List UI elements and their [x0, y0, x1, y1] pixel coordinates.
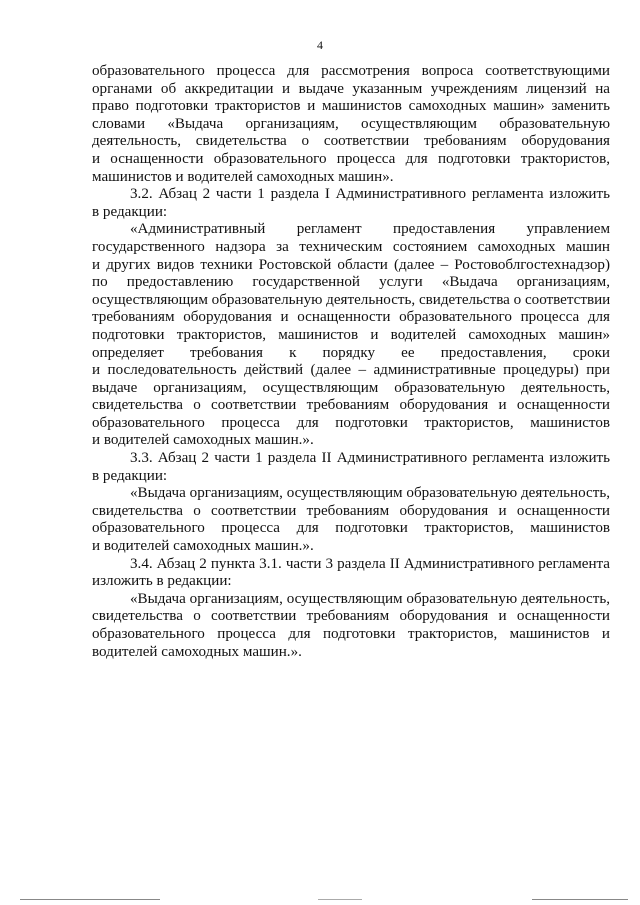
- text-line: подготовки трактористов, машинистов и водителей самоходных машин»: [92, 326, 610, 343]
- text-line: машинистов и водителей самоходных машин».: [92, 168, 394, 185]
- text-line: 3.4. Абзац 2 пункта 3.1. части 3 раздела II Административного регламента: [130, 555, 610, 572]
- text-line: водителей самоходных машин.».: [92, 643, 302, 660]
- paragraph-item-3-4: [92, 556, 610, 591]
- text-line: и других видов техники Ростовской области (далее – Ростовоблгостехнадзор): [92, 256, 610, 273]
- text-line: определяет требования к порядку ее предоставления, сроки: [92, 344, 610, 361]
- footer-divider-right: [532, 899, 628, 900]
- text-line: образовательного процесса для подготовки трактористов, машинистов: [92, 414, 610, 431]
- text-line: 3.2. Абзац 2 части 1 раздела I Административного регламента изложить: [130, 186, 610, 203]
- text-line: осуществляющим образовательную деятельность, свидетельства о соответствии: [92, 291, 611, 308]
- text-line: образовательного процесса для рассмотрения вопроса соответствующими: [92, 63, 610, 79]
- footer-divider-left: [20, 899, 160, 900]
- text-line: по предоставлению государственной услуги «Выдача организациям,: [92, 274, 610, 291]
- text-line: «Административный регламент предоставления управлением: [130, 221, 610, 238]
- text-line: словами «Выдача организациям, осуществляющим образовательную: [92, 115, 610, 132]
- text-line: и водителей самоходных машин.».: [92, 432, 314, 449]
- paragraph-quote-service: [92, 485, 610, 555]
- text-line: свидетельства о соответствии требованиям оборудования и оснащенности: [92, 502, 610, 519]
- text-line: 3.3. Абзац 2 части 1 раздела II Административного регламента изложить: [130, 450, 610, 467]
- text-line: образовательного процесса для подготовки трактористов, машинистов и: [92, 626, 610, 642]
- paragraph-item-3-2: [92, 186, 610, 221]
- text-line: право подготовки трактористов и машинистов самоходных машин» заменить: [92, 98, 610, 115]
- text-line: и оснащенности образовательного процесса для подготовки трактористов,: [92, 150, 610, 167]
- paragraph-item-3-3: [92, 450, 610, 485]
- text-line: государственного надзора за техническим состоянием самоходных машин: [92, 238, 610, 255]
- text-line: свидетельства о соответствии требованиям оборудования и оснащенности: [92, 397, 610, 414]
- text-line: требованиям оборудования и оснащенности образовательного процесса для: [92, 309, 610, 326]
- text-line: свидетельства о соответствии требованиям оборудования и оснащенности: [92, 608, 610, 625]
- text-line: «Выдача организациям, осуществляющим образовательную деятельность,: [130, 590, 610, 607]
- paragraph-continuation: [92, 63, 610, 186]
- text-line: в редакции:: [92, 203, 168, 220]
- paragraph-quote-regulation: [92, 221, 610, 450]
- text-line: «Выдача организациям, осуществляющим образовательную деятельность,: [130, 485, 610, 502]
- text-line: выдаче организациям, осуществляющим образовательную деятельность,: [92, 379, 610, 396]
- text-line: изложить в редакции:: [92, 573, 232, 590]
- text-line: деятельность, свидетельства о соответствии требованиям оборудования: [92, 133, 610, 150]
- page-number: 4: [317, 38, 323, 52]
- document-body: [92, 63, 610, 661]
- text-line: органами об аккредитации и выдаче указанным учреждениям лицензий на: [92, 80, 610, 97]
- paragraph-quote-service-2: [92, 591, 610, 661]
- text-line: образовательного процесса для подготовки трактористов, машинистов: [92, 520, 610, 537]
- text-line: в редакции:: [92, 467, 168, 484]
- footer-divider-middle: [318, 899, 362, 900]
- text-line: и последовательность действий (далее – административные процедуры) при: [92, 362, 610, 379]
- text-line: и водителей самоходных машин.».: [92, 538, 314, 555]
